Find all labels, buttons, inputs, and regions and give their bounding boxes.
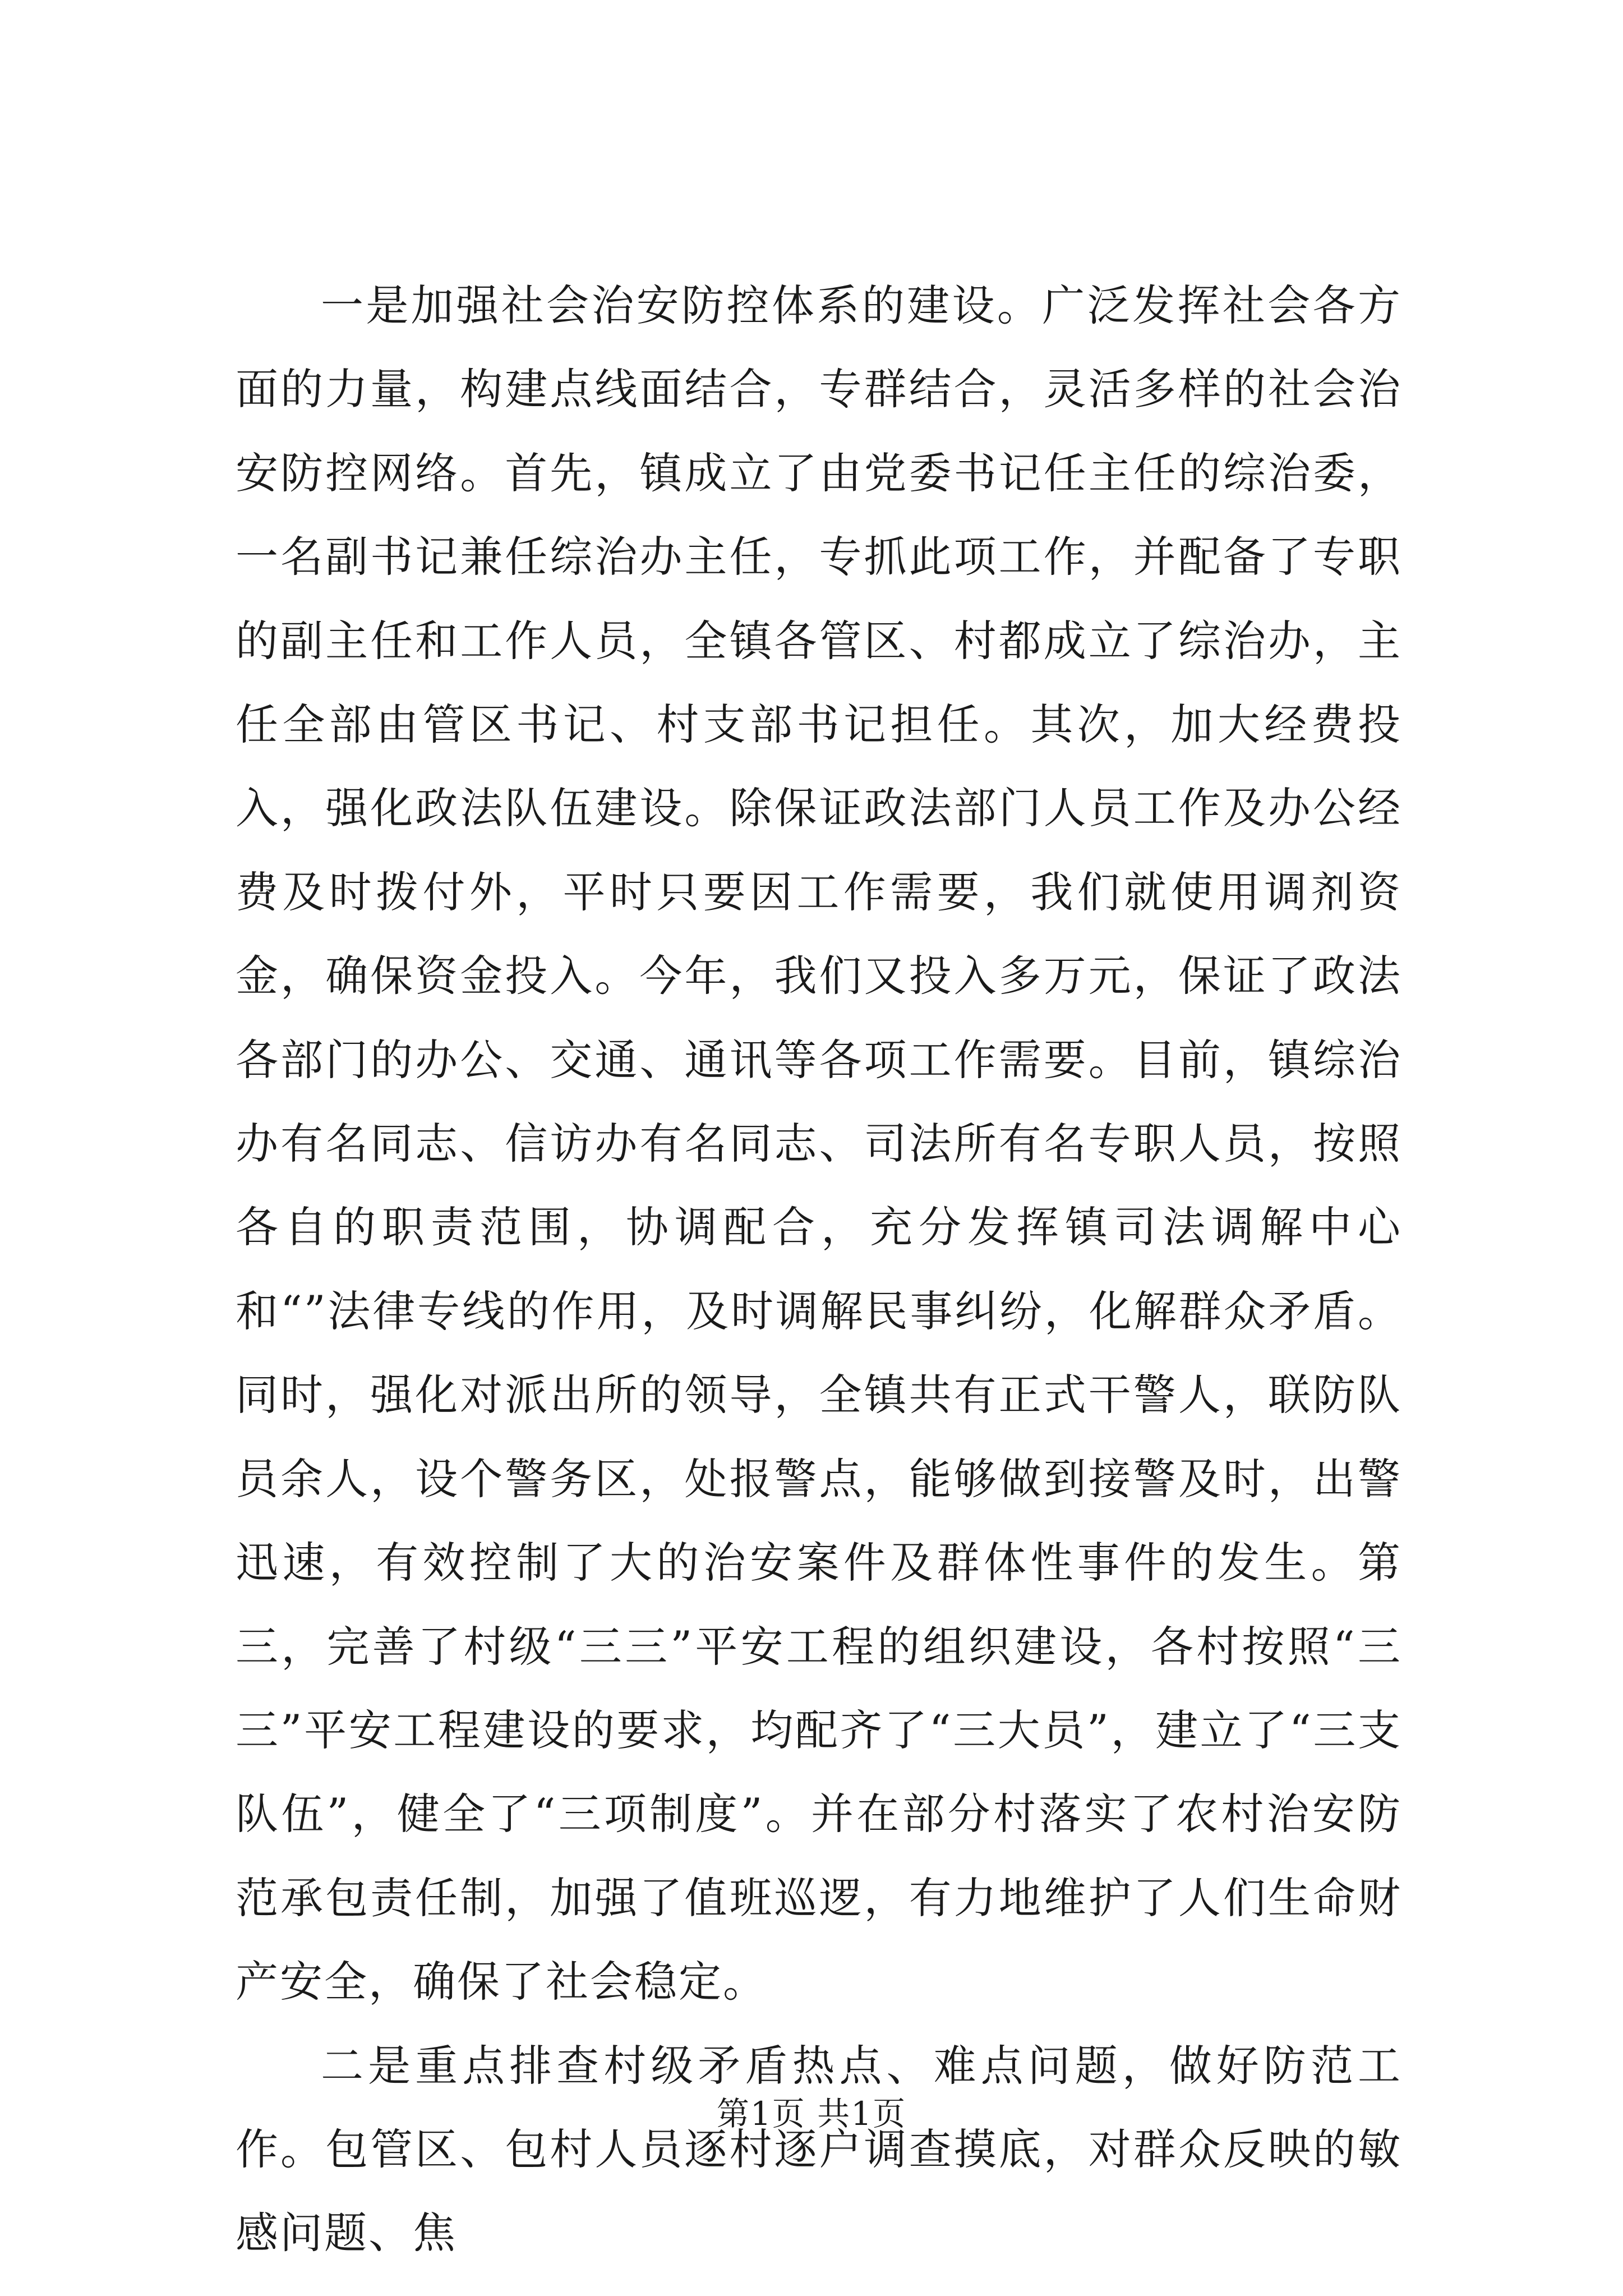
page-footer: 第1页 共1页 xyxy=(716,2095,907,2133)
paragraph-2: 二是重点排查村级矛盾热点、难点问题，做好防范工作。包管区、包村人员逐村逐户调查摸底，对群众反映的敏感问题、焦 xyxy=(236,2040,1402,2258)
paragraph-1: 一是加强社会治安防控体系的建设。广泛发挥社会各方面的力量，构建点线面结合，专群结合，灵活多样的社会治安防控网络。首先，镇成立了由党委书记任主任的综治委，一名副书记兼任综治办主任，专抓此项工作，并配备了专职的副主任和工作人员，全镇各管区、村都成立了综治办，主任全部由管区书记、村支部书记担任。其次，加大经费投入，强化政法队伍建设。除保证政法部门人员工作及办公经费及时拨付外，平时只要因工作需要，我们就使用调剂资金，确保资金投入。今年，我们又投入多万元，保证了政法各部门的办公、交通、通讯等各项工作需要。目前，镇综治办有名同志、信访办有名同志、司法所有名专职人员，按照各自的职责范围，协调配合，充分发挥镇司法调解中心和“”法律专线的作用，及时调解民事纠纷，化解群众矛盾。同时，强化对派出所的领导，全镇共有正式干警人，联防队员余人，设个警务区，处报警点，能够做到接警及时，出警迅速，有效控制了大的治安案件及群体性事件的发生。第三，完善了村级“三三”平安工程的组织建设，各村按照“三三”平安工程建设的要求，均配齐了“三大员”，建立了“三支队伍”，健全了“三项制度”。并在部分村落实了农村治安防范承包责任制，加强了值班巡逻，有力地维护了人们生命财产安全，确保了社会稳定。 xyxy=(236,280,1402,2007)
document-body xyxy=(236,264,1402,2275)
